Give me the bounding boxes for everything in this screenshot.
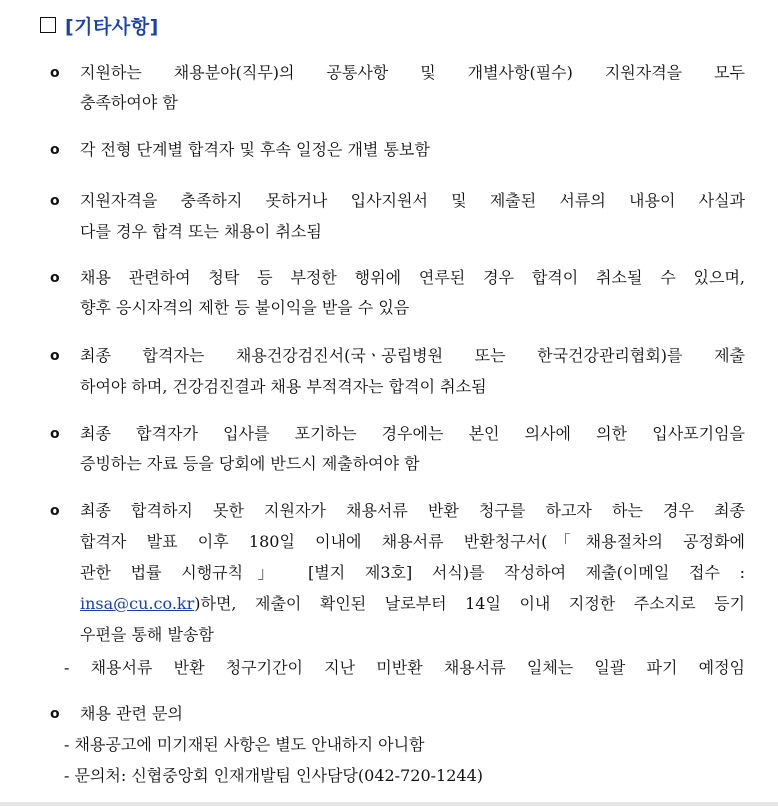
item-text-line: 지원하는 채용분야(직무)의 공통사항 및 개별사항(필수) 지원자격을 모두 <box>80 63 745 82</box>
contact-info: - 문의처: 신협중앙회 인재개발팀 인사담당(042-720-1244) <box>64 766 483 785</box>
bullet-icon: o <box>50 503 60 519</box>
item-text-line: 지원자격을 충족하지 못하거나 입사지원서 및 제출된 서류의 내용이 사실과 <box>80 191 745 210</box>
bullet-icon: o <box>50 270 60 286</box>
bullet-icon: o <box>50 193 60 209</box>
item-text-line: 하여야 하며, 건강검진결과 채용 부적격자는 합격이 취소됨 <box>80 377 487 396</box>
section-title: [기타사항] <box>65 15 159 38</box>
item-text-line: 채용 관련하여 청탁 등 부정한 행위에 연루된 경우 합격이 취소될 수 있으며, <box>80 268 745 287</box>
item-text-line: 최종 합격자는 채용건강검진서(국ㆍ공립병원 또는 한국건강관리협회)를 제출 <box>80 346 745 365</box>
item-text-line: 최종 합격하지 못한 지원자가 채용서류 반환 청구를 하고자 하는 경우 최종 <box>80 501 745 520</box>
item-text-line: 채용 관련 문의 <box>80 704 183 723</box>
sub-note: - 채용서류 반환 청구기간이 지난 미반환 채용서류 일체는 일괄 파기 예정임 <box>64 658 745 677</box>
bullet-icon: o <box>50 348 60 364</box>
item-text-line: 다를 경우 합격 또는 채용이 취소됨 <box>80 222 322 241</box>
bullet-icon: o <box>50 142 60 158</box>
bullet-icon: o <box>50 65 60 81</box>
item-text-line: 우편을 통해 발송함 <box>80 625 214 644</box>
item-text-line: 증빙하는 자료 등을 당회에 반드시 제출하여야 함 <box>80 454 420 473</box>
bullet-icon: o <box>50 426 60 442</box>
item-text-line: 충족하여야 함 <box>80 93 178 112</box>
checkbox-square-icon <box>40 17 56 33</box>
item-text-line-with-email <box>80 592 745 616</box>
sub-note: - 채용공고에 미기재된 사항은 별도 안내하지 아니함 <box>64 735 425 754</box>
item-text-line: 향후 응시자격의 제한 등 불이익을 받을 수 있음 <box>80 298 410 317</box>
item-text-line: 최종 합격자가 입사를 포기하는 경우에는 본인 의사에 의한 입사포기임을 <box>80 424 745 443</box>
item-text-line: 관한 법률 시행규칙」 [별지 제3호] 서식)를 작성하여 제출(이메일 접수 : <box>80 563 745 582</box>
item-text-line: 각 전형 단계별 합격자 및 후속 일정은 개별 통보함 <box>80 140 430 159</box>
email-suffix-text: )하면, 제출이 확인된 날로부터 14일 이내 지정한 주소지로 등기 <box>194 594 745 613</box>
bullet-icon: o <box>50 706 60 722</box>
email-link[interactable]: insa@cu.co.kr <box>80 594 195 613</box>
item-text-line: 합격자 발표 이후 180일 이내에 채용서류 반환청구서(「채용절차의 공정화에 <box>80 532 745 551</box>
section-heading <box>40 10 159 40</box>
bottom-divider <box>0 802 778 806</box>
